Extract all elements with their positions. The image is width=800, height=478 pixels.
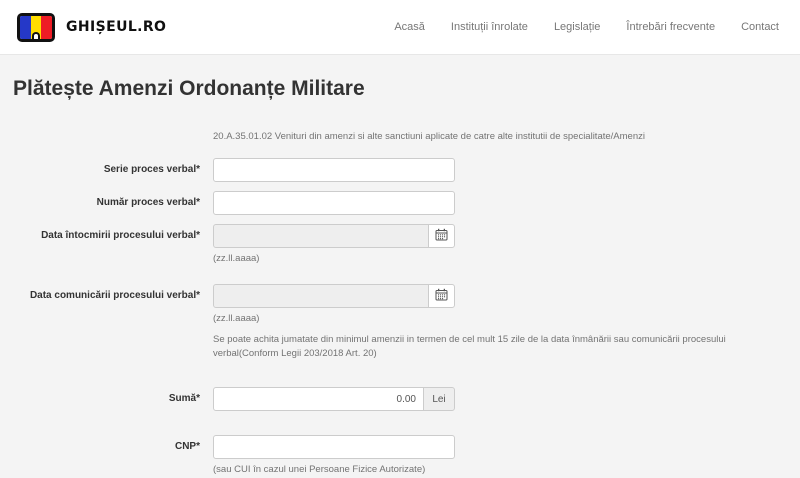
calendar-icon [435, 288, 448, 304]
serie-input[interactable] [213, 158, 455, 182]
page-title: Plătește Amenzi Ordonanțe Militare [13, 77, 365, 100]
half-fine-legal-note: Se poate achita jumatate din minimul amenzii in termen de cel mult 15 zile de la data înmânării sau comunicării procesului verbal(Conform Legii 203/2018 Art. 20) [213, 334, 726, 359]
numar-input[interactable] [213, 191, 455, 215]
ghiseul-logo[interactable] [17, 13, 166, 42]
flag-arch-detail [32, 32, 40, 40]
form-row-cnp [0, 435, 800, 476]
data-comunicarii-input[interactable] [213, 284, 429, 308]
flag-blue-stripe [20, 16, 31, 39]
form-row-suma [0, 387, 800, 411]
cnp-label: CNP* [174, 441, 200, 452]
data-intocmirii-input[interactable] [213, 224, 429, 248]
budget-classification-description: 20.A.35.01.02 Venituri din amenzi si alte sanctiuni aplicate de catre alte institutii de specialitate/Amenzi [213, 131, 645, 142]
data-intocmirii-label: Data întocmirii procesului verbal* [41, 230, 200, 241]
payment-form [0, 130, 800, 476]
form-row-serie [0, 158, 800, 182]
suma-input[interactable] [213, 387, 424, 411]
data-comunicarii-label: Data comunicării procesului verbal* [29, 290, 200, 301]
main-nav [381, 13, 792, 41]
suma-label: Sumă* [168, 393, 200, 404]
serie-label: Serie proces verbal* [103, 164, 200, 175]
cnp-hint: (sau CUI în cazul unei Persoane Fizice Autorizate) [213, 464, 426, 475]
data-intocmirii-calendar-button[interactable] [428, 224, 455, 248]
form-row-numar [0, 191, 800, 215]
form-row-data-comunicarii [0, 284, 800, 325]
data-comunicarii-calendar-button[interactable] [428, 284, 455, 308]
data-comunicarii-hint: (zz.ll.aaaa) [213, 313, 260, 324]
nav-item-institutii-inrolate[interactable]: Instituții înrolate [450, 21, 528, 33]
brand-text: GHIȘEUL.RO [66, 19, 167, 35]
nav-item-intrebari-frecvente[interactable]: Întrebări frecvente [626, 21, 716, 33]
note-row [0, 333, 800, 361]
nav-item-contact[interactable]: Contact [741, 21, 779, 33]
form-row-data-intocmirii [0, 224, 800, 265]
flag-red-stripe [41, 16, 52, 39]
nav-item-legislatie[interactable]: Legislație [553, 21, 601, 33]
nav-item-acasa[interactable]: Acasă [394, 21, 425, 33]
numar-label: Număr proces verbal* [96, 197, 200, 208]
currency-addon: Lei [423, 387, 455, 411]
cnp-input[interactable] [213, 435, 455, 459]
data-intocmirii-hint: (zz.ll.aaaa) [213, 253, 260, 264]
header [0, 0, 800, 55]
calendar-icon [435, 228, 448, 244]
romania-flag-icon [17, 13, 55, 42]
